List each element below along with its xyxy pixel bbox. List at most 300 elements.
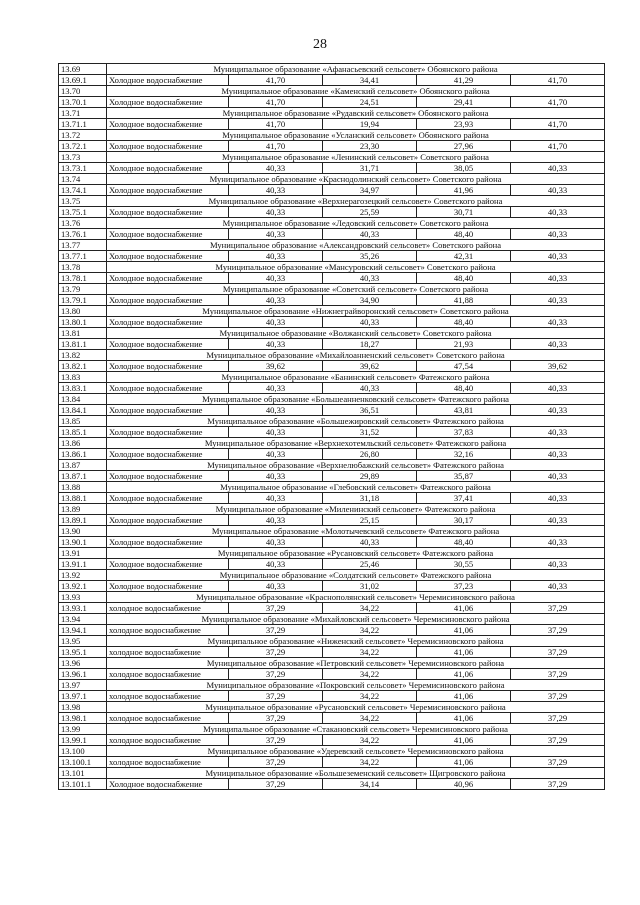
row-number: 13.94 [59, 614, 107, 625]
value-1: 40,33 [229, 559, 323, 570]
service-label: Холодное водоснабжение [107, 229, 229, 240]
value-2: 24,51 [323, 97, 417, 108]
service-label: Холодное водоснабжение [107, 515, 229, 526]
row-number: 13.70 [59, 86, 107, 97]
value-1: 40,33 [229, 383, 323, 394]
value-2: 34,22 [323, 625, 417, 636]
municipality-row [59, 174, 605, 185]
value-2: 34,22 [323, 647, 417, 658]
service-row [59, 317, 605, 328]
value-2: 40,33 [323, 383, 417, 394]
value-2: 34,90 [323, 295, 417, 306]
value-2: 25,59 [323, 207, 417, 218]
row-number: 13.79 [59, 284, 107, 295]
value-4: 40,33 [511, 273, 605, 284]
row-number: 13.76 [59, 218, 107, 229]
value-1: 37,29 [229, 669, 323, 680]
municipality-row [59, 460, 605, 471]
value-4: 40,33 [511, 537, 605, 548]
sub-row-number: 13.79.1 [59, 295, 107, 306]
municipality-title: Муниципальное образование «Советский сельсовет» Советского района [107, 284, 605, 295]
service-label: Холодное водоснабжение [107, 163, 229, 174]
row-number: 13.98 [59, 702, 107, 713]
value-1: 40,33 [229, 317, 323, 328]
municipality-row [59, 416, 605, 427]
value-1: 41,70 [229, 75, 323, 86]
value-1: 40,33 [229, 295, 323, 306]
value-1: 40,33 [229, 581, 323, 592]
sub-row-number: 13.75.1 [59, 207, 107, 218]
row-number: 13.82 [59, 350, 107, 361]
sub-row-number: 13.84.1 [59, 405, 107, 416]
sub-row-number: 13.90.1 [59, 537, 107, 548]
municipality-row [59, 636, 605, 647]
municipality-title: Муниципальное образование «Верхнехотемльский сельсовет» Фатежского района [107, 438, 605, 449]
value-3: 35,87 [417, 471, 511, 482]
municipality-title: Муниципальное образование «Солдатский сельсовет» Фатежского района [107, 570, 605, 581]
value-3: 41,06 [417, 625, 511, 636]
municipality-row [59, 306, 605, 317]
page-number: 28 [313, 37, 327, 52]
sub-row-number: 13.85.1 [59, 427, 107, 438]
value-1: 40,33 [229, 405, 323, 416]
service-label: Холодное водоснабжение [107, 295, 229, 306]
value-1: 37,29 [229, 625, 323, 636]
municipality-title: Муниципальное образование «Молотычевский сельсовет» Фатежского района [107, 526, 605, 537]
sub-row-number: 13.69.1 [59, 75, 107, 86]
municipality-row [59, 746, 605, 757]
sub-row-number: 13.74.1 [59, 185, 107, 196]
row-number: 13.84 [59, 394, 107, 405]
service-label: холодное водоснабжение [107, 625, 229, 636]
municipality-title: Муниципальное образование «Большеанненковский сельсовет» Фатежского района [107, 394, 605, 405]
municipality-title: Муниципальное образование «Мансуровский сельсовет» Советского района [107, 262, 605, 273]
value-4: 40,33 [511, 471, 605, 482]
municipality-title: Муниципальное образование «Верхнелюбажский сельсовет» Фатежского района [107, 460, 605, 471]
value-4: 40,33 [511, 295, 605, 306]
row-number: 13.88 [59, 482, 107, 493]
value-2: 25,46 [323, 559, 417, 570]
municipality-title: Муниципальное образование «Петровский сельсовет» Черемисиновского района [107, 658, 605, 669]
municipality-title: Муниципальное образование «Афанасьевский сельсовет» Обоянского района [107, 64, 605, 75]
row-number: 13.72 [59, 130, 107, 141]
municipality-title: Муниципальное образование «Краснодолинский сельсовет» Советского района [107, 174, 605, 185]
service-label: холодное водоснабжение [107, 757, 229, 768]
service-row [59, 735, 605, 746]
municipality-title: Муниципальное образование «Удеревский сельсовет» Черемисиновского района [107, 746, 605, 757]
row-number: 13.101 [59, 768, 107, 779]
row-number: 13.80 [59, 306, 107, 317]
value-2: 34,22 [323, 757, 417, 768]
value-4: 39,62 [511, 361, 605, 372]
municipality-title: Муниципальное образование «Миленинский сельсовет» Фатежского района [107, 504, 605, 515]
sub-row-number: 13.82.1 [59, 361, 107, 372]
municipality-row [59, 680, 605, 691]
municipality-row [59, 548, 605, 559]
value-4: 37,29 [511, 779, 605, 790]
sub-row-number: 13.80.1 [59, 317, 107, 328]
value-4: 37,29 [511, 757, 605, 768]
service-label: Холодное водоснабжение [107, 471, 229, 482]
municipality-row [59, 86, 605, 97]
value-3: 41,06 [417, 647, 511, 658]
value-3: 37,23 [417, 581, 511, 592]
value-2: 18,27 [323, 339, 417, 350]
municipality-row [59, 350, 605, 361]
sub-row-number: 13.97.1 [59, 691, 107, 702]
row-number: 13.75 [59, 196, 107, 207]
sub-row-number: 13.96.1 [59, 669, 107, 680]
value-4: 40,33 [511, 207, 605, 218]
municipality-row [59, 372, 605, 383]
value-2: 31,52 [323, 427, 417, 438]
row-number: 13.93 [59, 592, 107, 603]
sub-row-number: 13.95.1 [59, 647, 107, 658]
municipality-row [59, 64, 605, 75]
sub-row-number: 13.88.1 [59, 493, 107, 504]
service-row [59, 163, 605, 174]
value-3: 48,40 [417, 537, 511, 548]
service-row [59, 141, 605, 152]
value-4: 37,29 [511, 625, 605, 636]
municipality-row [59, 526, 605, 537]
value-4: 40,33 [511, 163, 605, 174]
service-label: холодное водоснабжение [107, 691, 229, 702]
value-2: 31,18 [323, 493, 417, 504]
value-1: 40,33 [229, 449, 323, 460]
service-row [59, 251, 605, 262]
value-3: 30,55 [417, 559, 511, 570]
value-2: 31,71 [323, 163, 417, 174]
municipality-title: Муниципальное образование «Ледовский сельсовет» Советского района [107, 218, 605, 229]
service-row [59, 471, 605, 482]
row-number: 13.89 [59, 504, 107, 515]
service-label: холодное водоснабжение [107, 713, 229, 724]
service-row [59, 449, 605, 460]
value-3: 48,40 [417, 383, 511, 394]
municipality-title: Муниципальное образование «Покровский сельсовет» Черемисиновского района [107, 680, 605, 691]
service-label: Холодное водоснабжение [107, 449, 229, 460]
service-label: Холодное водоснабжение [107, 493, 229, 504]
service-label: Холодное водоснабжение [107, 383, 229, 394]
row-number: 13.69 [59, 64, 107, 75]
value-2: 40,33 [323, 273, 417, 284]
value-2: 25,15 [323, 515, 417, 526]
value-3: 30,71 [417, 207, 511, 218]
value-4: 41,70 [511, 97, 605, 108]
value-2: 35,26 [323, 251, 417, 262]
value-1: 40,33 [229, 185, 323, 196]
service-row [59, 537, 605, 548]
municipality-title: Муниципальное образование «Краснополянский сельсовет» Черемисиновского района [107, 592, 605, 603]
value-4: 40,33 [511, 449, 605, 460]
municipality-row [59, 262, 605, 273]
service-label: Холодное водоснабжение [107, 427, 229, 438]
service-row [59, 625, 605, 636]
value-3: 41,88 [417, 295, 511, 306]
service-row [59, 339, 605, 350]
service-row [59, 427, 605, 438]
municipality-row [59, 196, 605, 207]
value-3: 23,93 [417, 119, 511, 130]
value-1: 40,33 [229, 515, 323, 526]
sub-row-number: 13.70.1 [59, 97, 107, 108]
municipality-row [59, 570, 605, 581]
service-label: Холодное водоснабжение [107, 559, 229, 570]
row-number: 13.71 [59, 108, 107, 119]
service-label: Холодное водоснабжение [107, 405, 229, 416]
value-3: 48,40 [417, 317, 511, 328]
row-number: 13.86 [59, 438, 107, 449]
municipality-row [59, 130, 605, 141]
row-number: 13.77 [59, 240, 107, 251]
municipality-row [59, 284, 605, 295]
value-4: 40,33 [511, 339, 605, 350]
value-4: 40,33 [511, 185, 605, 196]
value-1: 37,29 [229, 757, 323, 768]
value-3: 37,41 [417, 493, 511, 504]
service-row [59, 229, 605, 240]
value-2: 34,97 [323, 185, 417, 196]
value-2: 40,33 [323, 317, 417, 328]
value-1: 41,70 [229, 141, 323, 152]
service-label: Холодное водоснабжение [107, 75, 229, 86]
value-4: 40,33 [511, 515, 605, 526]
service-row [59, 713, 605, 724]
value-1: 41,70 [229, 97, 323, 108]
value-2: 34,14 [323, 779, 417, 790]
municipality-title: Муниципальное образование «Стакановский сельсовет» Черемисиновского района [107, 724, 605, 735]
value-1: 40,33 [229, 163, 323, 174]
sub-row-number: 13.91.1 [59, 559, 107, 570]
municipality-row [59, 702, 605, 713]
municipality-row [59, 724, 605, 735]
value-4: 37,29 [511, 713, 605, 724]
service-label: Холодное водоснабжение [107, 185, 229, 196]
service-label: Холодное водоснабжение [107, 273, 229, 284]
service-row [59, 757, 605, 768]
row-number: 13.99 [59, 724, 107, 735]
value-4: 37,29 [511, 647, 605, 658]
value-4: 40,33 [511, 559, 605, 570]
municipality-row [59, 394, 605, 405]
tariff-table [58, 63, 605, 790]
service-label: Холодное водоснабжение [107, 581, 229, 592]
row-number: 13.90 [59, 526, 107, 537]
service-row [59, 185, 605, 196]
value-2: 31,02 [323, 581, 417, 592]
value-2: 23,30 [323, 141, 417, 152]
service-row [59, 97, 605, 108]
value-1: 37,29 [229, 647, 323, 658]
value-3: 21,93 [417, 339, 511, 350]
service-row [59, 581, 605, 592]
value-2: 34,41 [323, 75, 417, 86]
service-label: холодное водоснабжение [107, 603, 229, 614]
municipality-title: Муниципальное образование «Русановский сельсовет» Фатежского района [107, 548, 605, 559]
sub-row-number: 13.77.1 [59, 251, 107, 262]
sub-row-number: 13.101.1 [59, 779, 107, 790]
municipality-row [59, 108, 605, 119]
row-number: 13.74 [59, 174, 107, 185]
sub-row-number: 13.76.1 [59, 229, 107, 240]
value-1: 37,29 [229, 713, 323, 724]
sub-row-number: 13.87.1 [59, 471, 107, 482]
sub-row-number: 13.83.1 [59, 383, 107, 394]
value-1: 40,33 [229, 427, 323, 438]
service-row [59, 603, 605, 614]
service-label: Холодное водоснабжение [107, 339, 229, 350]
value-1: 40,33 [229, 339, 323, 350]
value-3: 41,06 [417, 713, 511, 724]
value-4: 40,33 [511, 427, 605, 438]
municipality-row [59, 438, 605, 449]
municipality-row [59, 218, 605, 229]
service-label: Холодное водоснабжение [107, 537, 229, 548]
value-1: 40,33 [229, 229, 323, 240]
value-2: 29,89 [323, 471, 417, 482]
municipality-title: Муниципальное образование «Глебовский сельсовет» Фатежского района [107, 482, 605, 493]
value-3: 30,17 [417, 515, 511, 526]
value-3: 47,54 [417, 361, 511, 372]
value-1: 37,29 [229, 603, 323, 614]
value-1: 39,62 [229, 361, 323, 372]
value-2: 26,80 [323, 449, 417, 460]
municipality-row [59, 658, 605, 669]
service-row [59, 273, 605, 284]
value-2: 34,22 [323, 713, 417, 724]
row-number: 13.87 [59, 460, 107, 471]
municipality-title: Муниципальное образование «Банинский сельсовет» Фатежского района [107, 372, 605, 383]
sub-row-number: 13.72.1 [59, 141, 107, 152]
service-row [59, 647, 605, 658]
value-1: 40,33 [229, 493, 323, 504]
value-4: 37,29 [511, 603, 605, 614]
value-4: 40,33 [511, 581, 605, 592]
value-3: 41,06 [417, 757, 511, 768]
municipality-title: Муниципальное образование «Усланский сельсовет» Обоянского района [107, 130, 605, 141]
value-4: 40,33 [511, 493, 605, 504]
service-label: холодное водоснабжение [107, 735, 229, 746]
value-2: 19,94 [323, 119, 417, 130]
municipality-title: Муниципальное образование «Нижнеграйворонский сельсовет» Советского района [107, 306, 605, 317]
service-row [59, 669, 605, 680]
value-1: 40,33 [229, 471, 323, 482]
row-number: 13.78 [59, 262, 107, 273]
value-3: 41,06 [417, 603, 511, 614]
row-number: 13.92 [59, 570, 107, 581]
row-number: 13.73 [59, 152, 107, 163]
value-3: 37,83 [417, 427, 511, 438]
municipality-row [59, 768, 605, 779]
sub-row-number: 13.73.1 [59, 163, 107, 174]
value-2: 34,22 [323, 603, 417, 614]
value-4: 37,29 [511, 691, 605, 702]
municipality-title: Муниципальное образование «Ниженский сельсовет» Черемисиновского района [107, 636, 605, 647]
service-row [59, 493, 605, 504]
service-label: Холодное водоснабжение [107, 207, 229, 218]
value-3: 27,96 [417, 141, 511, 152]
municipality-title: Муниципальное образование «Рудавский сельсовет» Обоянского района [107, 108, 605, 119]
municipality-row [59, 504, 605, 515]
value-3: 48,40 [417, 273, 511, 284]
sub-row-number: 13.81.1 [59, 339, 107, 350]
sub-row-number: 13.89.1 [59, 515, 107, 526]
value-3: 29,41 [417, 97, 511, 108]
sub-row-number: 13.78.1 [59, 273, 107, 284]
service-label: Холодное водоснабжение [107, 251, 229, 262]
value-1: 37,29 [229, 735, 323, 746]
value-3: 41,06 [417, 735, 511, 746]
sub-row-number: 13.98.1 [59, 713, 107, 724]
municipality-title: Муниципальное образование «Большеземенский сельсовет» Щигровского района [107, 768, 605, 779]
value-1: 40,33 [229, 207, 323, 218]
municipality-title: Муниципальное образование «Большежировский сельсовет» Фатежского района [107, 416, 605, 427]
municipality-row [59, 614, 605, 625]
value-4: 41,70 [511, 141, 605, 152]
row-number: 13.81 [59, 328, 107, 339]
service-row [59, 515, 605, 526]
service-label: Холодное водоснабжение [107, 317, 229, 328]
value-3: 41,06 [417, 691, 511, 702]
service-label: Холодное водоснабжение [107, 779, 229, 790]
value-4: 41,70 [511, 119, 605, 130]
value-4: 40,33 [511, 383, 605, 394]
value-4: 40,33 [511, 229, 605, 240]
value-4: 37,29 [511, 669, 605, 680]
value-4: 37,29 [511, 735, 605, 746]
sub-row-number: 13.71.1 [59, 119, 107, 130]
municipality-row [59, 240, 605, 251]
value-3: 32,16 [417, 449, 511, 460]
sub-row-number: 13.93.1 [59, 603, 107, 614]
municipality-row [59, 328, 605, 339]
municipality-title: Муниципальное образование «Михайлоанненский сельсовет» Советского района [107, 350, 605, 361]
value-2: 39,62 [323, 361, 417, 372]
sub-row-number: 13.94.1 [59, 625, 107, 636]
municipality-title: Муниципальное образование «Верхнерагозецкий сельсовет» Советского района [107, 196, 605, 207]
row-number: 13.95 [59, 636, 107, 647]
value-3: 42,31 [417, 251, 511, 262]
value-3: 43,81 [417, 405, 511, 416]
sub-row-number: 13.100.1 [59, 757, 107, 768]
value-1: 40,33 [229, 273, 323, 284]
municipality-row [59, 592, 605, 603]
value-3: 48,40 [417, 229, 511, 240]
value-4: 40,33 [511, 251, 605, 262]
sub-row-number: 13.86.1 [59, 449, 107, 460]
value-3: 41,29 [417, 75, 511, 86]
value-2: 34,22 [323, 735, 417, 746]
service-label: Холодное водоснабжение [107, 97, 229, 108]
value-1: 37,29 [229, 691, 323, 702]
row-number: 13.100 [59, 746, 107, 757]
service-row [59, 691, 605, 702]
value-4: 40,33 [511, 317, 605, 328]
value-2: 34,22 [323, 669, 417, 680]
value-4: 40,33 [511, 405, 605, 416]
tariff-table-body [59, 64, 605, 790]
value-3: 38,05 [417, 163, 511, 174]
service-row [59, 361, 605, 372]
sub-row-number: 13.99.1 [59, 735, 107, 746]
municipality-row [59, 482, 605, 493]
service-row [59, 405, 605, 416]
value-4: 41,70 [511, 75, 605, 86]
service-label: Холодное водоснабжение [107, 119, 229, 130]
value-1: 40,33 [229, 251, 323, 262]
municipality-title: Муниципальное образование «Ленинский сельсовет» Советского района [107, 152, 605, 163]
